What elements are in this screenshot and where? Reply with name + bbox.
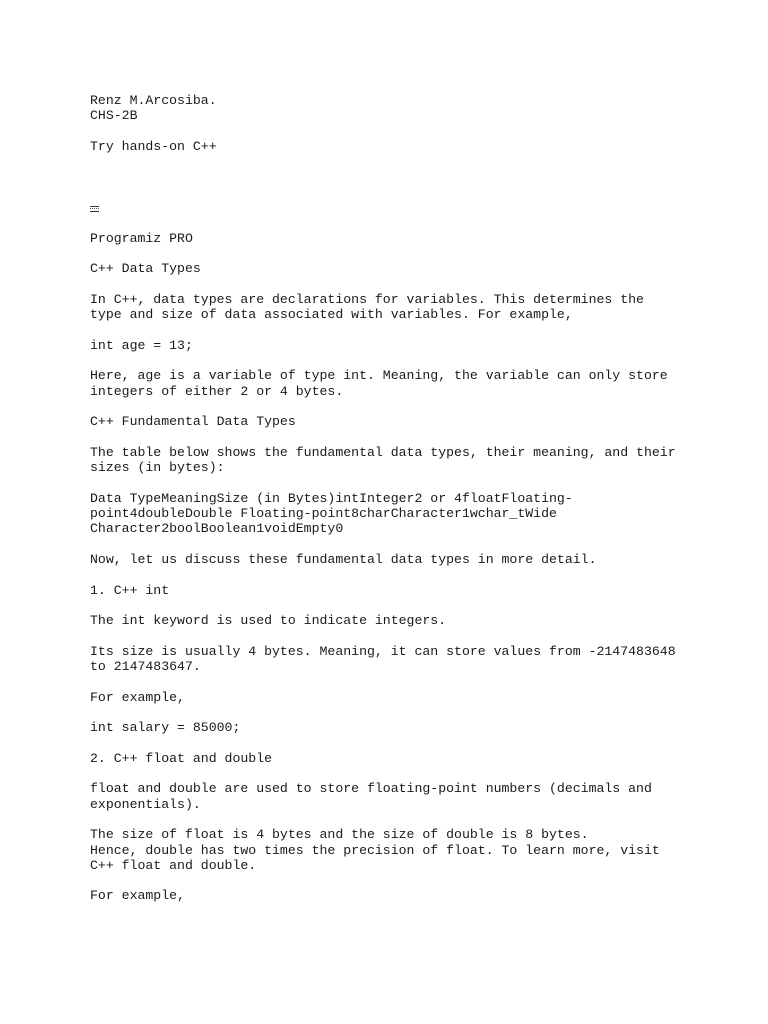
discuss-line: Now, let us discuss these fundamental data types in more detail. <box>90 551 597 567</box>
table-intro-line-2: sizes (in bytes): <box>90 460 225 476</box>
code-example-salary: int salary = 85000; <box>90 720 241 736</box>
table-text-line-3: Character2boolBoolean1voidEmpty0 <box>90 521 344 537</box>
table-intro-line-1: The table below shows the fundamental data types, their meaning, and their <box>90 444 676 460</box>
float-size-line-1: The size of float is 4 bytes and the size of double is 8 bytes. <box>90 827 589 843</box>
table-text-line-1: Data TypeMeaningSize (in Bytes)intInteger2 or 4floatFloating- <box>90 490 573 506</box>
float-size-line-3: C++ float and double. <box>90 857 257 873</box>
int-size-line-2: to 2147483647. <box>90 658 201 674</box>
float-desc-line-1: float and double are used to store floating-point numbers (decimals and <box>90 781 652 797</box>
keyboard-icon-row <box>90 200 730 215</box>
int-size-line-1: Its size is usually 4 bytes. Meaning, it can store values from -2147483648 <box>90 643 676 659</box>
example-label-1: For example, <box>90 689 185 705</box>
section-label: CHS-2B <box>90 108 138 124</box>
table-text-line-2: point4doubleDouble Floating-point8charCharacter1wchar_tWide <box>90 506 557 522</box>
keyboard-icon <box>90 206 99 212</box>
code-example-age: int age = 13; <box>90 337 193 353</box>
fundamental-heading: C++ Fundamental Data Types <box>90 414 296 430</box>
float-size-line-2: Hence, double has two times the precision of float. To learn more, visit <box>90 842 660 858</box>
intro-line-2: type and size of data associated with variables. For example, <box>90 307 573 323</box>
document-page <box>90 93 730 904</box>
int-heading: 1. C++ int <box>90 582 170 598</box>
brand-name: Programiz PRO <box>90 230 193 246</box>
explain-line-1: Here, age is a variable of type int. Meaning, the variable can only store <box>90 368 668 384</box>
author-name: Renz M.Arcosiba. <box>90 93 217 108</box>
intro-line-1: In C++, data types are declarations for variables. This determines the <box>90 291 644 307</box>
int-description: The int keyword is used to indicate integers. <box>90 613 447 629</box>
explain-line-2: integers of either 2 or 4 bytes. <box>90 383 344 399</box>
article-title: C++ Data Types <box>90 261 201 277</box>
float-desc-line-2: exponentials). <box>90 796 201 812</box>
float-heading: 2. C++ float and double <box>90 750 273 766</box>
example-label-2: For example, <box>90 888 185 904</box>
page-heading: Try hands-on C++ <box>90 138 217 154</box>
